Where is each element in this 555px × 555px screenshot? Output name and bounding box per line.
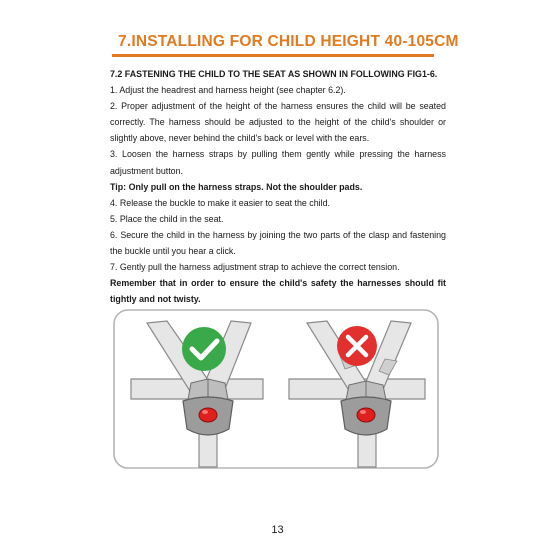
step-4: 4. Release the buckle to make it easier to seat the child. bbox=[110, 197, 331, 208]
step-2: 2. Proper adjustment of the height of the harness ensures the child will be seated correctly. The harness should be adjusted to the height of the child's shoulder or slightly above, never behind the child's back or level with the ears. bbox=[110, 101, 446, 144]
step-1: 1. Adjust the headrest and harness height (see chapter 6.2). bbox=[110, 85, 346, 96]
step-6: 6. Secure the child in the harness by joining the two parts of the clasp and fastening the buckle until you hear a click. bbox=[110, 229, 446, 257]
title-underline bbox=[112, 54, 434, 57]
checkmark-icon bbox=[182, 327, 226, 371]
safety-reminder: Remember that in order to ensure the child's safety the harnesses should fit tightly and not twisty. bbox=[110, 278, 446, 305]
step-3: 3. Loosen the harness straps by pulling them gently while pressing the harness adjustment button. bbox=[110, 149, 446, 176]
section-heading: 7.2 FASTENING THE CHILD TO THE SEAT AS SHOWN IN FOLLOWING FIG1-6. bbox=[110, 69, 438, 79]
tip-note: Tip: Only pull on the harness straps. Not the shoulder pads. bbox=[110, 181, 363, 192]
page-title: 7.INSTALLING FOR CHILD HEIGHT 40-105CM bbox=[118, 33, 459, 50]
page-number: 13 bbox=[271, 524, 284, 536]
step-5: 5. Place the child in the seat. bbox=[110, 213, 224, 224]
step-7: 7. Gently pull the harness adjustment strap to achieve the correct tension. bbox=[110, 262, 400, 273]
harness-illustration bbox=[113, 309, 439, 469]
cross-icon bbox=[337, 326, 377, 366]
instructions-text bbox=[110, 66, 446, 307]
